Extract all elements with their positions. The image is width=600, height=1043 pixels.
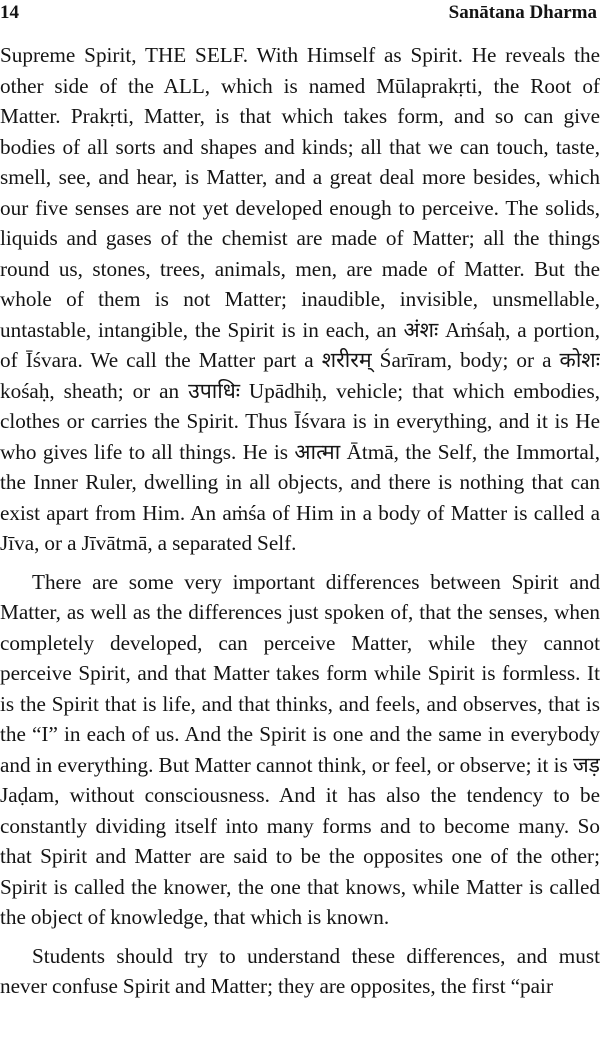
body-text xyxy=(0,40,600,1002)
paragraph: Supreme Spirit, THE SELF. With Himself as Spirit. He reveals the other side of the ALL, which is named Mūlaprakṛti, the Root of Matter. Prakṛti, Matter, is that which takes form, and so can give bodies of all sorts and shapes and kinds; all that we can touch, taste, smell, see, and hear, is Matter, and a great deal more besides, which our five senses are not yet developed enough to perceive. The solids, liquids and gases of the chemist are made of Matter; all the things round us, stones, trees, animals, men, are made of Matter. But the whole of them is not Matter; inaudible, invisible, unsmellable, untastable, intangible, the Spirit is in each, an अंशः Aṁśaḥ, a portion, of Īśvara. We call the Matter part a शरीरम् Śarīram, body; or a कोशः kośaḥ, sheath; or an उपाधिः Upādhiḥ, vehicle; that which embodies, clothes or carries the Spirit. Thus Īśvara is in everything, and it is He who gives life to all things. He is आत्मा Ātmā, the Self, the Immortal, the Inner Ruler, dwelling in all objects, and there is nothing that can exist apart from Him. An aṁśa of Him in a body of Matter is called a Jīva, or a Jīvātmā, a separated Self. xyxy=(0,43,600,555)
paragraph: Students should try to understand these differences, and must never confuse Spirit and Matter; they are opposites, the first “pair xyxy=(0,943,600,998)
page-number: 14 xyxy=(0,2,19,23)
paragraph: There are some very important differences between Spirit and Matter, as well as the differences just spoken of, that the senses, when completely developed, can perceive Matter, while they cannot perceive Spirit, and that Matter takes form while Spirit is formless. It is the Spirit that is life, and that thinks, and feels, and observes, that is the “I” in each of us. And the Spirit is one and the same in everybody and in everything. But Matter cannot think, or feel, or observe; it is जड़ Jaḍam, without consciousness. And it has also the tendency to be constantly dividing itself into many forms and to become many. So that Spirit and Matter are said to be the opposites one of the other; Spirit is called the knower, the one that knows, while Matter is called the object of knowledge, that which is known. xyxy=(0,569,600,929)
page-header xyxy=(0,0,600,26)
running-head: Sanātana Dharma xyxy=(448,2,597,23)
